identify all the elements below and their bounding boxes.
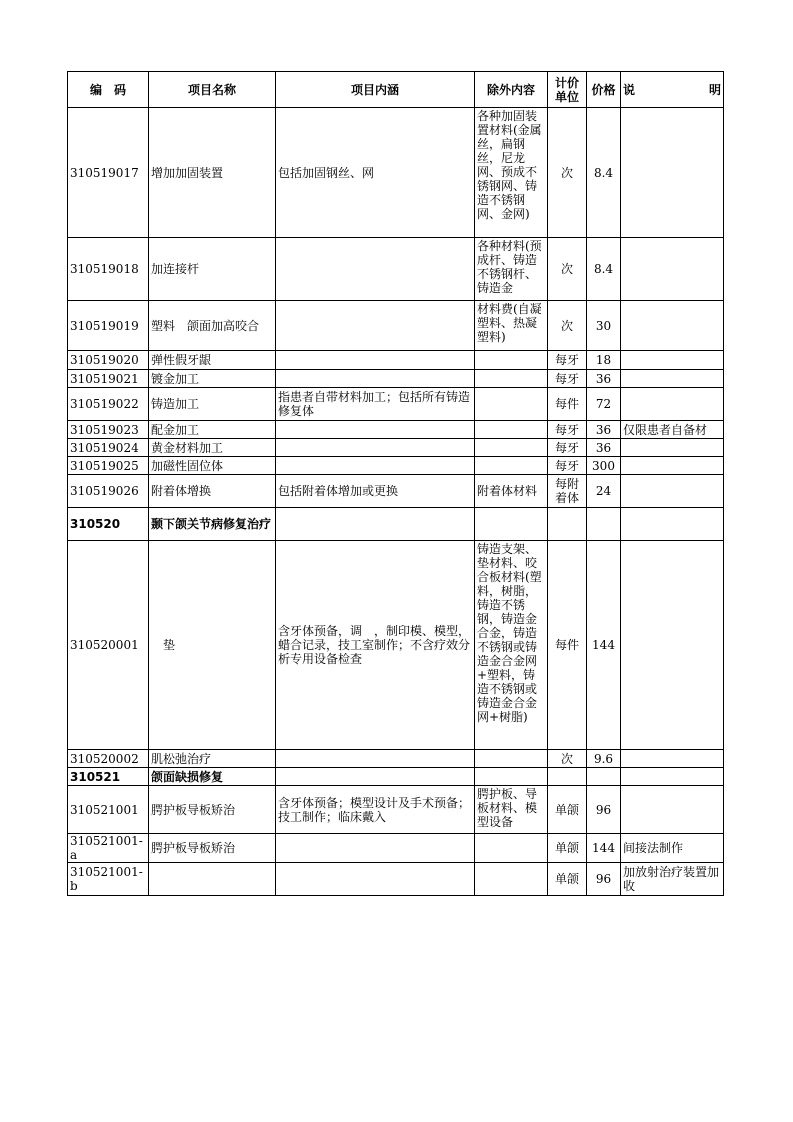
cell-code: 310519024 — [68, 439, 149, 457]
header-exclude: 除外内容 — [475, 72, 548, 108]
cell-name — [149, 863, 276, 896]
cell-code: 310519020 — [68, 351, 149, 370]
cell-unit: 单颌 — [548, 786, 587, 834]
table-row — [68, 750, 724, 768]
cell-price: 9.6 — [587, 750, 621, 768]
cell-unit: 每牙 — [548, 421, 587, 439]
cell-content — [276, 863, 475, 896]
cell-price: 18 — [587, 351, 621, 370]
table-row — [68, 388, 724, 421]
cell-price: 72 — [587, 388, 621, 421]
cell-unit: 每牙 — [548, 351, 587, 370]
cell-content — [276, 768, 475, 786]
cell-unit: 次 — [548, 108, 587, 238]
cell-unit: 单颌 — [548, 863, 587, 896]
cell-price: 24 — [587, 475, 621, 508]
cell-explain — [621, 439, 724, 457]
cell-content: 包括附着体增加或更换 — [276, 475, 475, 508]
cell-name: 肌松弛治疗 — [149, 750, 276, 768]
cell-code: 310521001-b — [68, 863, 149, 896]
cell-code: 310520001 — [68, 541, 149, 750]
cell-exclude — [475, 351, 548, 370]
price-table — [67, 71, 724, 896]
cell-explain — [621, 301, 724, 351]
cell-explain: 加放射治疗装置加收 — [621, 863, 724, 896]
cell-code: 310519019 — [68, 301, 149, 351]
header-row — [68, 72, 724, 108]
cell-content — [276, 301, 475, 351]
cell-code: 310519022 — [68, 388, 149, 421]
cell-price: 8.4 — [587, 108, 621, 238]
cell-name: 腭护板导板矫治 — [149, 786, 276, 834]
cell-price: 96 — [587, 863, 621, 896]
cell-name: 弹性假牙龈 — [149, 351, 276, 370]
cell-content — [276, 421, 475, 439]
cell-unit: 每附着体 — [548, 475, 587, 508]
cell-content: 指患者自带材料加工；包括所有铸造修复体 — [276, 388, 475, 421]
cell-unit: 每件 — [548, 388, 587, 421]
cell-code: 310521001 — [68, 786, 149, 834]
cell-content — [276, 457, 475, 475]
cell-name: 镀金加工 — [149, 370, 276, 388]
table-row — [68, 421, 724, 439]
cell-explain — [621, 108, 724, 238]
cell-code: 310519017 — [68, 108, 149, 238]
cell-unit: 每件 — [548, 541, 587, 750]
section-code: 310520 — [68, 508, 149, 541]
cell-price: 36 — [587, 370, 621, 388]
cell-price: 144 — [587, 541, 621, 750]
cell-code: 310519021 — [68, 370, 149, 388]
cell-price: 8.4 — [587, 238, 621, 301]
cell-explain — [621, 475, 724, 508]
cell-explain — [621, 457, 724, 475]
cell-unit: 次 — [548, 238, 587, 301]
cell-exclude — [475, 541, 548, 750]
cell-price: 36 — [587, 421, 621, 439]
cell-exclude — [475, 863, 548, 896]
cell-content — [276, 238, 475, 301]
cell-explain: 间接法制作 — [621, 834, 724, 863]
cell-unit: 每牙 — [548, 439, 587, 457]
table-row — [68, 108, 724, 238]
cell-unit: 单颌 — [548, 834, 587, 863]
header-code: 编 码 — [68, 72, 149, 108]
cell-unit: 次 — [548, 301, 587, 351]
cell-code: 310521001-a — [68, 834, 149, 863]
cell-explain — [621, 351, 724, 370]
cell-explain — [621, 238, 724, 301]
section-row — [68, 508, 724, 541]
cell-content: 含牙体预备，调 ，制印模、模型，蜡合记录，技工室制作；不含疗效分析专用设备检查 — [276, 541, 475, 750]
cell-exclude-text: 各种加固装置材料(金属丝，扁钢丝，尼龙网、预成不锈钢网、铸造不锈钢网、金网) — [477, 108, 542, 221]
cell-name: 垫 — [149, 541, 276, 750]
cell-explain — [621, 768, 724, 786]
cell-code: 310519023 — [68, 421, 149, 439]
header-unit: 计价单位 — [548, 72, 587, 108]
cell-explain — [621, 370, 724, 388]
cell-exclude — [475, 786, 548, 834]
header-price: 价格 — [587, 72, 621, 108]
cell-name: 黄金材料加工 — [149, 439, 276, 457]
cell-exclude — [475, 388, 548, 421]
cell-price — [587, 508, 621, 541]
cell-content: 包括加固钢丝、网 — [276, 108, 475, 238]
cell-exclude — [475, 301, 548, 351]
cell-content — [276, 834, 475, 863]
cell-unit — [548, 768, 587, 786]
header-explain: 说 明 — [621, 72, 724, 108]
cell-exclude — [475, 421, 548, 439]
cell-exclude — [475, 834, 548, 863]
section-code: 310521 — [68, 768, 149, 786]
cell-price — [587, 768, 621, 786]
cell-explain — [621, 786, 724, 834]
cell-exclude — [475, 750, 548, 768]
cell-content — [276, 439, 475, 457]
table-row — [68, 351, 724, 370]
cell-explain — [621, 541, 724, 750]
cell-content — [276, 508, 475, 541]
header-name: 项目名称 — [149, 72, 276, 108]
cell-code: 310520002 — [68, 750, 149, 768]
cell-exclude — [475, 457, 548, 475]
table-row — [68, 238, 724, 301]
cell-unit — [548, 508, 587, 541]
cell-explain — [621, 750, 724, 768]
cell-exclude-text: 材料费(自凝塑料、热凝塑料) — [477, 301, 542, 344]
cell-exclude — [475, 238, 548, 301]
cell-price: 36 — [587, 439, 621, 457]
cell-name: 铸造加工 — [149, 388, 276, 421]
cell-code: 310519025 — [68, 457, 149, 475]
table-row — [68, 541, 724, 750]
cell-exclude — [475, 108, 548, 238]
cell-name: 加磁性固位体 — [149, 457, 276, 475]
cell-exclude: 附着体材料 — [475, 475, 548, 508]
section-title: 颌面缺损修复 — [149, 768, 276, 786]
cell-price: 96 — [587, 786, 621, 834]
cell-unit: 每牙 — [548, 370, 587, 388]
cell-name: 腭护板导板矫治 — [149, 834, 276, 863]
cell-exclude-text: 铸造支架、垫材料、咬合板材料(塑料，树脂，铸造不锈钢，铸造金合金，铸造不锈钢或铸造金合金网+塑料，铸造不锈钢或铸造金合金网+树脂) — [477, 541, 542, 724]
cell-unit: 次 — [548, 750, 587, 768]
cell-explain — [621, 388, 724, 421]
cell-exclude — [475, 370, 548, 388]
table-row — [68, 786, 724, 834]
cell-content — [276, 351, 475, 370]
table-row — [68, 370, 724, 388]
cell-explain — [621, 508, 724, 541]
header-content: 项目内涵 — [276, 72, 475, 108]
table-row — [68, 475, 724, 508]
cell-content — [276, 750, 475, 768]
table-row — [68, 834, 724, 863]
cell-name: 塑料 颌面加高咬合 — [149, 301, 276, 351]
cell-exclude — [475, 508, 548, 541]
cell-price: 144 — [587, 834, 621, 863]
cell-exclude-text: 腭护板、导板材料、模型设备 — [477, 786, 538, 829]
table-row — [68, 863, 724, 896]
cell-price: 30 — [587, 301, 621, 351]
table-row — [68, 457, 724, 475]
cell-name: 增加加固装置 — [149, 108, 276, 238]
cell-exclude-text: 各种材料(预成杆、铸造不锈钢杆、铸造金 — [477, 238, 542, 295]
cell-content: 含牙体预备；模型设计及手术预备； 技工制作；临床戴入 — [276, 786, 475, 834]
table-row — [68, 439, 724, 457]
cell-code: 310519018 — [68, 238, 149, 301]
cell-explain: 仅限患者自备材 — [621, 421, 724, 439]
cell-name: 配金加工 — [149, 421, 276, 439]
cell-name: 附着体增换 — [149, 475, 276, 508]
cell-code: 310519026 — [68, 475, 149, 508]
section-title: 颞下颌关节病修复治疗 — [149, 508, 276, 541]
cell-content — [276, 370, 475, 388]
cell-price: 300 — [587, 457, 621, 475]
cell-exclude — [475, 768, 548, 786]
section-row — [68, 768, 724, 786]
table-row — [68, 301, 724, 351]
cell-unit: 每牙 — [548, 457, 587, 475]
cell-name: 加连接杆 — [149, 238, 276, 301]
cell-exclude — [475, 439, 548, 457]
